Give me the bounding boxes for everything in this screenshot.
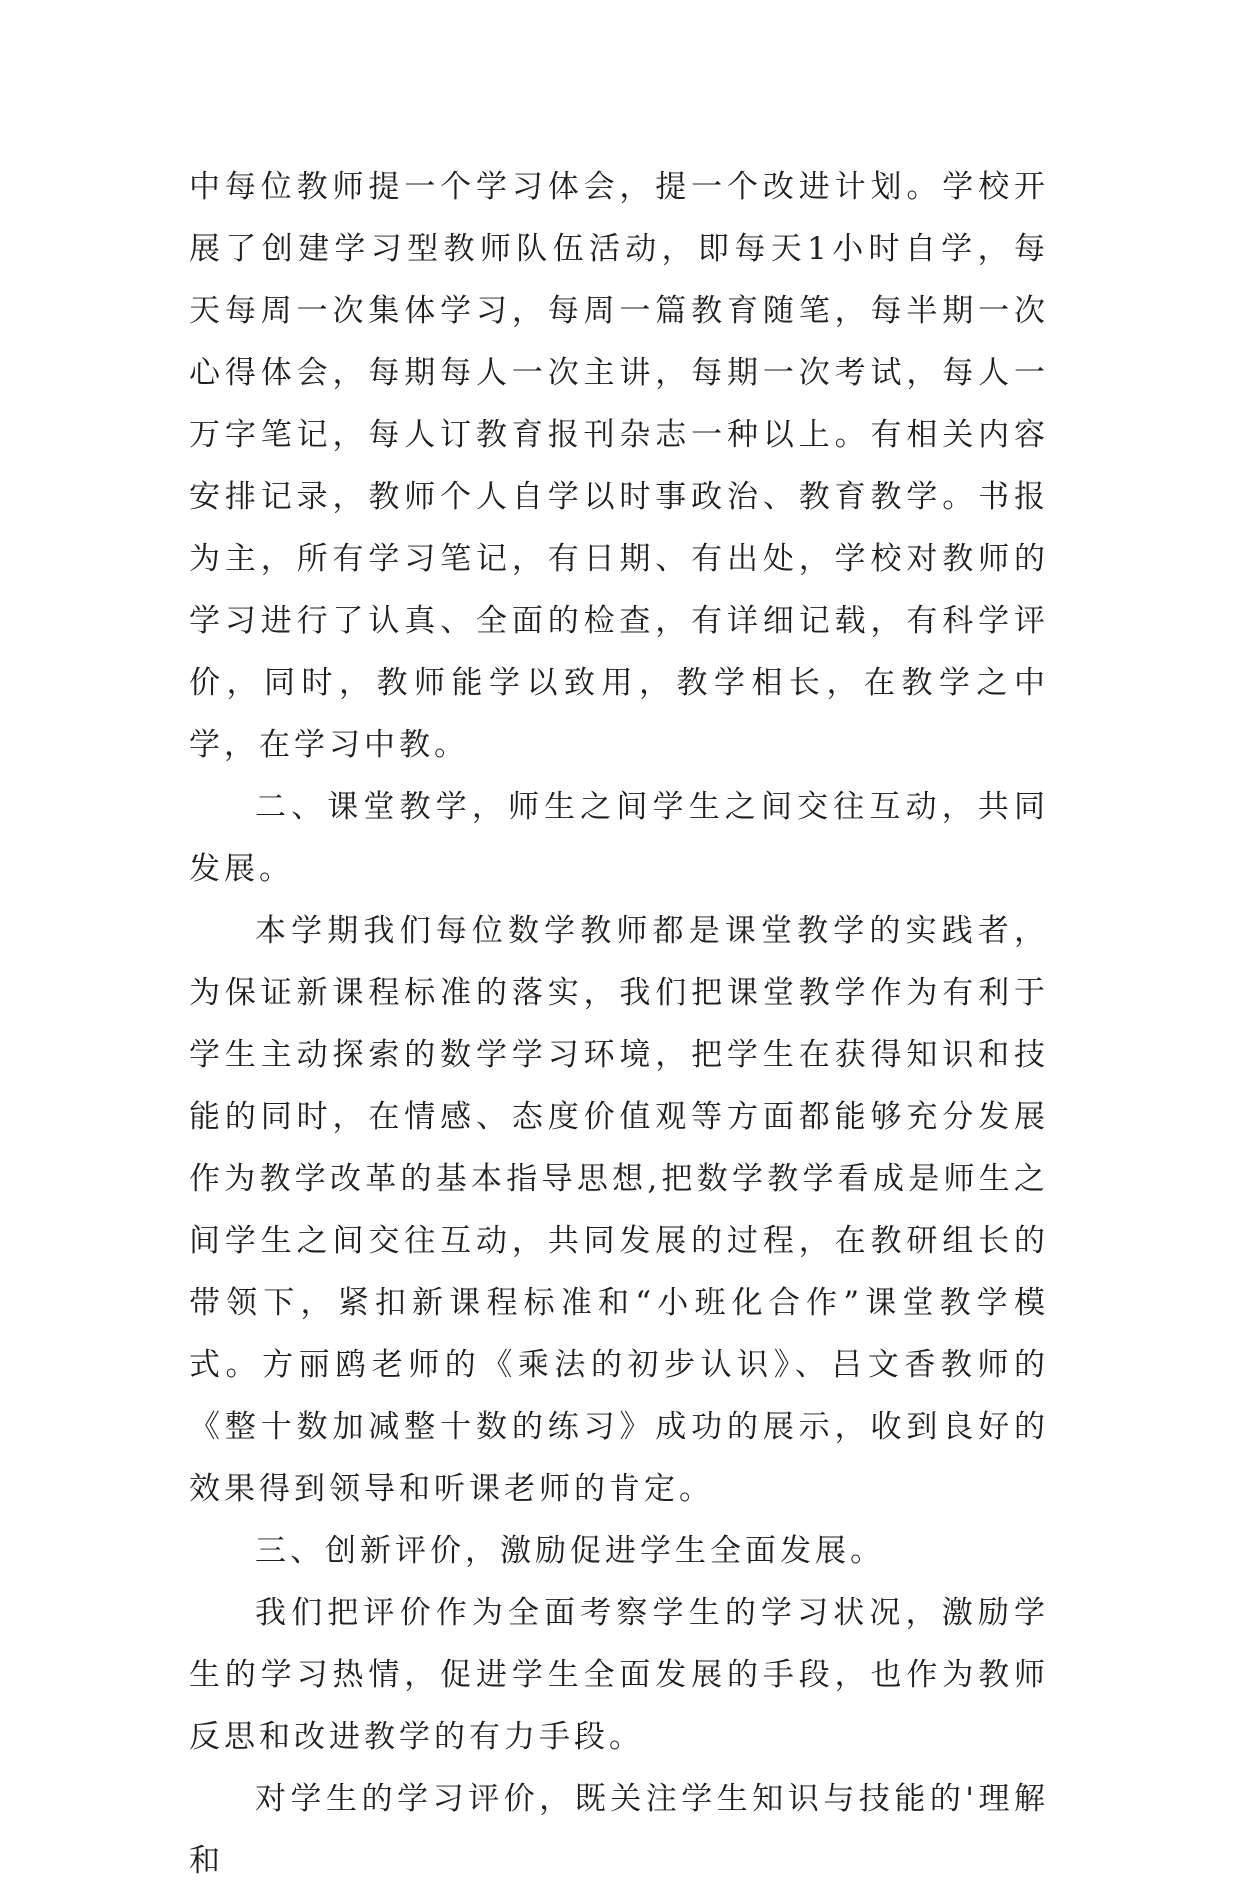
paragraph-continuation: 中每位教师提一个学习体会，提一个改进计划。学校开展了创建学习型教师队伍活动，即每天1小时自学，每天每周一次集体学习，每周一篇教育随笔，每半期一次心得体会，每期每人一次主讲，每期一次考试，每人一万字笔记，每人订教育报刊杂志一种以上。有相关内容安排记录，教师个人自学以时事政治、教育教学。书报为主，所有学习笔记，有日期、有出处，学校对教师的学习进行了认真、全面的检查，有详细记载，有科学评价，同时，教师能学以致用，教学相长，在教学之中学，在学习中教。: [189, 169, 1049, 763]
section-heading-innovative-evaluation: 三、创新评价，激励促进学生全面发展。: [255, 1533, 885, 1569]
paragraph-classroom-teaching: 本学期我们每位数学教师都是课堂教学的实践者，为保证新课程标准的落实，我们把课堂教学作为有利于学生主动探索的数学学习环境，把学生在获得知识和技能的同时，在情感、态度价值观等方面都能够充分发展作为教学改革的基本指导思想,把数学教学看成是师生之间学生之间交往互动，共同发展的过程，在教研组长的带领下，紧扣新课程标准和“小班化合作”课堂教学模式。方丽鸥老师的《乘法的初步认识》、吕文香教师的《整十数加减整十数的练习》成功的展示，收到良好的效果得到领导和听课老师的肯定。: [189, 913, 1049, 1507]
paragraph-evaluation-purpose: 我们把评价作为全面考察学生的学习状况，激励学生的学习热情，促进学生全面发展的手段，也作为教师反思和改进教学的有力手段。: [189, 1595, 1049, 1755]
document-body: [189, 156, 1049, 1892]
paragraph-learning-evaluation: 对学生的学习评价，既关注学生知识与技能的'理解和: [189, 1781, 1049, 1879]
section-heading-classroom-teaching: 二、课堂教学，师生之间学生之间交往互动，共同发展。: [189, 789, 1049, 887]
